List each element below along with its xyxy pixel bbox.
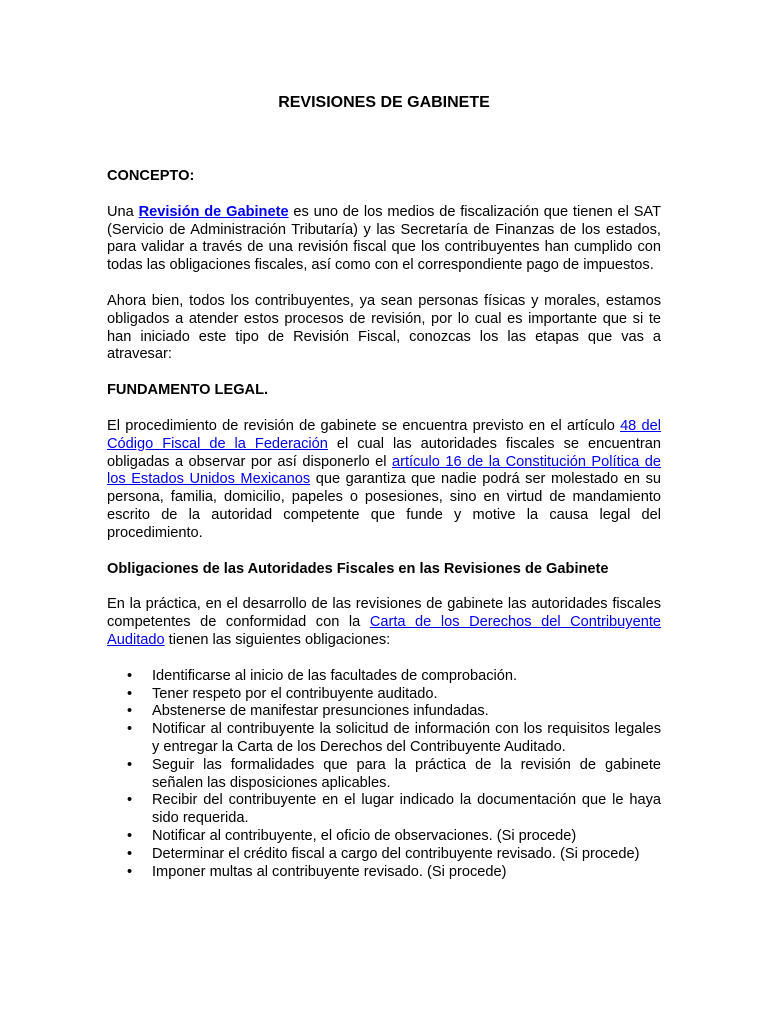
list-item xyxy=(107,703,661,721)
list-item-text: Abstenerse de manifestar presunciones infundadas. xyxy=(152,703,489,720)
list-item xyxy=(107,686,661,704)
list-item xyxy=(107,668,661,686)
bullet-icon: • xyxy=(127,792,133,809)
carta-derechos-link[interactable]: Carta de los Derechos del Contribuyente Auditado xyxy=(107,614,661,648)
fundamento-text-a: El procedimiento de revisión de gabinete se encuentra previsto en el artículo xyxy=(107,417,621,434)
list-item xyxy=(107,846,661,864)
revision-gabinete-link[interactable]: Revisión de Gabinete xyxy=(138,203,289,220)
obligaciones-paragraph xyxy=(107,596,661,649)
concepto-p1-text-b: es uno de los medios de fiscalización que tienen el SAT (Servicio de Administración Tributaría) y las Secretaría de Finanzas de los estados, para validar a través de una revisión fiscal que los contribuyentes han cumplido con todas las obligaciones fiscales, así como con el correspondiente pago de impuestos. xyxy=(107,203,661,274)
bullet-icon: • xyxy=(127,703,133,720)
bullet-icon: • xyxy=(127,667,133,684)
concepto-paragraph-2: Ahora bien, todos los contribuyentes, ya sean personas físicas y morales, estamos obligados a atender estos procesos de revisión, por lo cual es importante que si te han iniciado este tipo de Revisión Fiscal, conozcas los las etapas que vas a atravesar: xyxy=(107,292,661,363)
list-item xyxy=(107,828,661,846)
bullet-icon: • xyxy=(127,685,133,702)
list-item xyxy=(107,864,661,882)
list-item-text: Notificar al contribuyente la solicitud de información con los requisitos legales y entregar la Carta de los Derechos del Contribuyente Auditado. xyxy=(152,721,661,755)
fundamento-paragraph xyxy=(107,418,661,543)
concepto-p1-text-a: Una xyxy=(107,203,139,220)
fundamento-text-c: que garantiza que nadie podrá ser molestado en su persona, familia, domicilio, papeles o posesiones, sino en virtud de mandamiento escrito de la autoridad competente que funde y motive la causa legal del procedimiento. xyxy=(107,471,661,541)
list-item-text: Identificarse al inicio de las facultades de comprobación. xyxy=(152,667,518,684)
fundamento-heading: FUNDAMENTO LEGAL. xyxy=(107,382,269,399)
list-item xyxy=(107,792,661,828)
obligaciones-list xyxy=(107,668,661,882)
obligaciones-text-b: tienen las siguientes obligaciones: xyxy=(164,631,391,648)
list-item xyxy=(107,757,661,793)
codigo-fiscal-link[interactable]: 48 del Código Fiscal de la Federación xyxy=(107,417,662,452)
list-item-text: Determinar el crédito fiscal a cargo del contribuyente revisado. (Si procede) xyxy=(152,845,640,862)
list-item-text: Tener respeto por el contribuyente auditado. xyxy=(152,685,438,702)
list-item-text: Notificar al contribuyente, el oficio de observaciones. (Si procede) xyxy=(152,827,577,844)
bullet-icon: • xyxy=(127,756,133,773)
obligaciones-heading: Obligaciones de las Autoridades Fiscales en las Revisiones de Gabinete xyxy=(107,560,609,577)
list-item-text: Seguir las formalidades que para la práctica de la revisión de gabinete señalen las disposiciones aplicables. xyxy=(152,756,661,791)
list-item xyxy=(107,721,661,757)
document-title: REVISIONES DE GABINETE xyxy=(278,94,490,111)
bullet-icon: • xyxy=(127,827,133,844)
concepto-paragraph-1 xyxy=(107,204,661,275)
list-item-text: Recibir del contribuyente en el lugar indicado la documentación que le haya sido requerida. xyxy=(152,792,661,827)
document-body xyxy=(107,168,661,881)
bullet-icon: • xyxy=(127,845,133,862)
list-item-text: Imponer multas al contribuyente revisado. (Si procede) xyxy=(152,863,507,880)
constitucion-link[interactable]: artículo 16 de la Constitución Política de los Estados Unidos Mexicanos xyxy=(107,453,661,488)
bullet-icon: • xyxy=(127,721,133,738)
concepto-heading: CONCEPTO: xyxy=(107,168,195,184)
fundamento-text-b: el cual las autoridades fiscales se encuentran obligadas a observar por así disponerlo el xyxy=(107,435,661,470)
obligaciones-text-a: En la práctica, en el desarrollo de las revisiones de gabinete las autoridades fiscales competentes de conformidad con la xyxy=(107,596,661,631)
bullet-icon: • xyxy=(127,863,133,880)
